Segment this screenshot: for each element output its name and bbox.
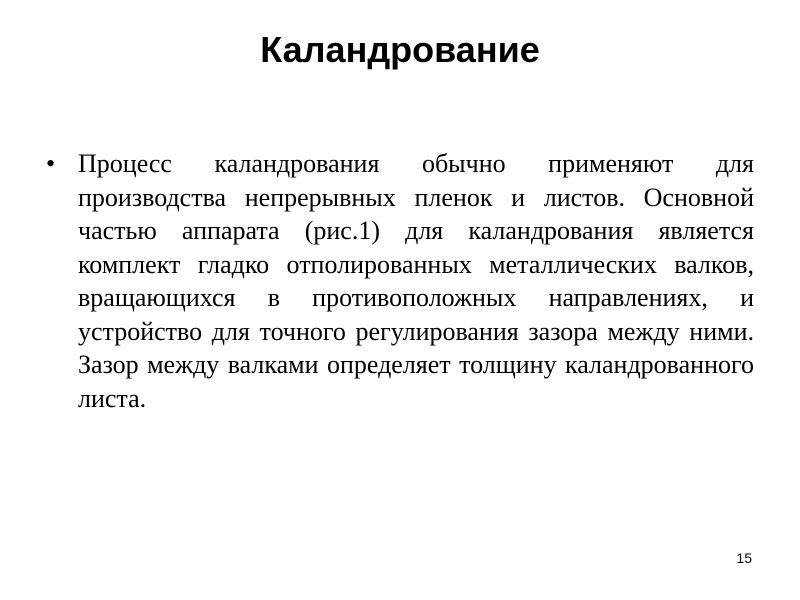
- bullet-item: [44, 147, 754, 415]
- bullet-text: Процесс каландрования обычно применяют для производства непрерывных пленок и листов. Основной частью аппарата (рис.1) для каландрования является комплект гладко отполированных металлических валков, вращающихся в противоположных направлениях, и устройство для точного регулирования зазора между ними. Зазор между валками определяет толщину каландрованного листа.: [78, 149, 754, 413]
- bullet-marker: •: [46, 149, 56, 178]
- bullet-list: [44, 147, 754, 415]
- page-number: 15: [736, 550, 752, 566]
- slide-title: Каландрование: [260, 29, 540, 70]
